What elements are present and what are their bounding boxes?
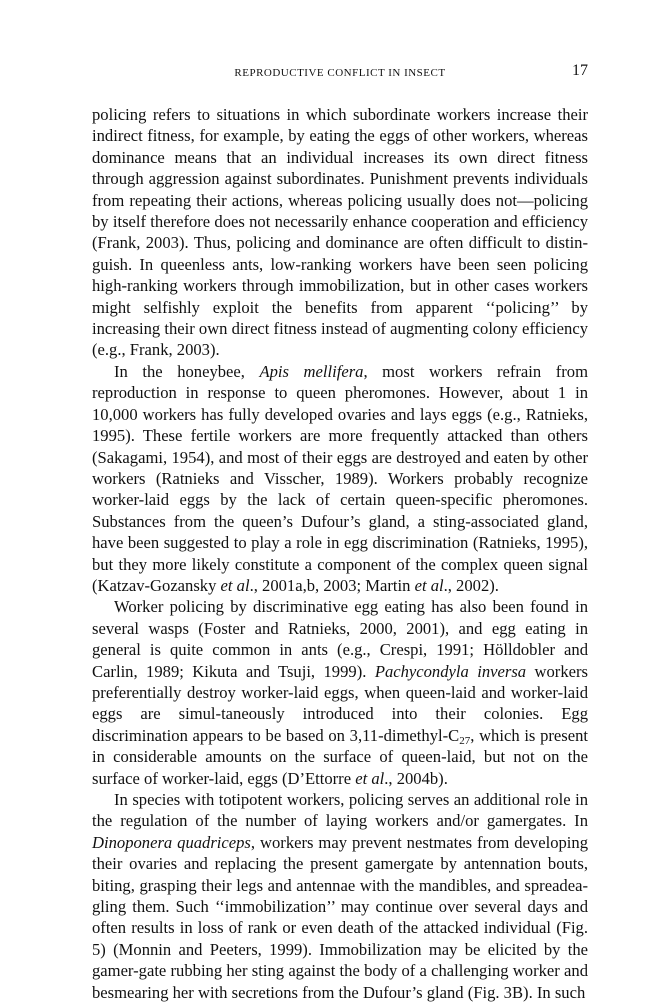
running-header xyxy=(92,64,588,84)
citation-et-al: et al xyxy=(220,575,250,595)
text-run: ., 2004b). xyxy=(384,768,448,788)
subscript: 27 xyxy=(459,734,471,747)
text-run: policing refers to situations in which subordinate workers increase their indirect fitness, for example, by eating the eggs of other workers, whereas dominance means that an individual increases its own direct fitness through aggression against subordinates. Punishment prevents individuals from repeating their actions, whereas policing usually does not—policing by itself therefore does not necessarily enhance cooperation and efficiency (Frank, 2003). Thus, policing and dominance are often difficult to distin-guish. In queenless ants, low-ranking workers have been seen policing high-ranking workers through immobilization, but in other cases workers might selfishly exploit the benefits from apparent ‘‘policing’’ by increasing their own direct fitness instead of augmenting colony efficiency (e.g., Frank, 2003). xyxy=(92,105,588,360)
paragraph xyxy=(92,789,588,1003)
text-run: workers preferentially destroy worker-laid eggs, when queen-laid and worker-laid eggs are simul-taneously introduced into their colonies. Egg discrimination appears to be based on 3,11-dimethyl-C xyxy=(92,661,588,745)
paragraph xyxy=(92,596,588,789)
citation-et-al: et al xyxy=(414,575,444,595)
species-name: Pachycondyla inversa xyxy=(374,661,527,681)
text-run: Worker policing by discriminative egg eating has also been found in several wasps (Foster and Ratnieks, 2000, 2001), and egg eating in general is quite common in ants (e.g., Crespi, 1991; Hölldobler and Carlin, 1989; Kikuta and Tsuji, 1999). xyxy=(92,597,588,681)
species-name: Apis mellifera xyxy=(259,361,364,381)
text-run: In the honeybee, xyxy=(114,361,260,381)
text-run: , most workers refrain from reproduction in response to queen pheromones. However, about 1 in 10,000 workers has fully developed ovaries and lays eggs (e.g., Ratnieks, 1995). These fertile workers are more frequently attacked than others (Sakagami, 1954), and most of their eggs are destroyed and eaten by other workers (Ratnieks and Visscher, 1989). Workers probably recognize worker-laid eggs by the lack of certain queen-specific pheromones. Substances from the queen’s Dufour’s gland, a sting-associated gland, have been suggested to play a role in egg discrimination (Ratnieks, 1995), but they more likely constitute a component of the complex queen signal (Katzav-Gozansky xyxy=(92,361,588,595)
text-run: , workers may prevent nestmates from developing their ovaries and replacing the present gamergate by antennation bouts, biting, grasping their legs and antennae with the mandibles, and spreadea-gling them. Such ‘‘immobilization’’ may continue over several days and often results in loss of rank or even death of the attacked individual (Fig. 5) (Monnin and Peeters, 1999). Immobilization may be elicited by the gamer-gate rubbing her sting against the body of a challenging worker and besmearing her with secretions from the Dufour’s gland (Fig. 3B). In such xyxy=(92,832,588,1002)
page-number: 17 xyxy=(572,62,588,79)
text-run: ., 2002). xyxy=(443,575,499,595)
species-name: Dinoponera quadriceps xyxy=(92,832,251,852)
paragraph xyxy=(92,104,588,361)
text-run: In species with totipotent workers, policing serves an additional role in the regulation of the number of laying workers and/or gamergates. In xyxy=(92,790,588,831)
running-title: REPRODUCTIVE CONFLICT IN INSECT xyxy=(234,67,446,79)
text-run: , which is present in considerable amounts on the surface of queen-laid, but not on the surface of worker-laid, eggs (D’Ettorre xyxy=(92,725,589,788)
paragraph xyxy=(92,361,588,596)
text-run: ., 2001a,b, 2003; Martin xyxy=(249,575,415,595)
citation-et-al: et al xyxy=(355,768,385,788)
body-text xyxy=(92,104,588,1003)
